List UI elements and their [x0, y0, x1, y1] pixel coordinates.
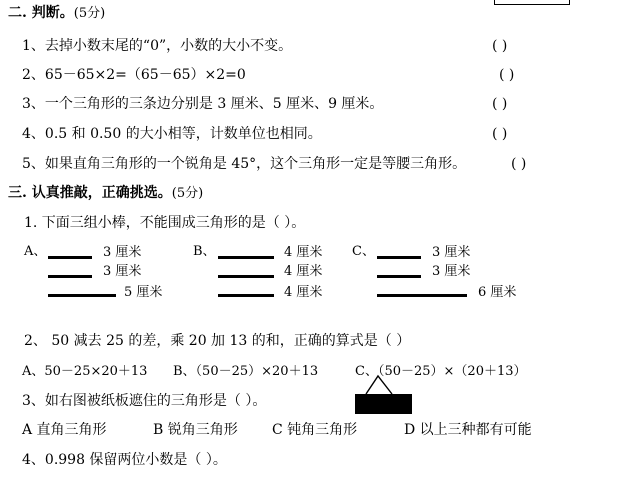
- cardboard-cover: [355, 394, 412, 414]
- group-b-stick-1-label: 4 厘米: [284, 245, 323, 260]
- group-c-stick-3: [377, 294, 467, 297]
- section-2-points: (5分): [73, 6, 106, 21]
- group-a-letter: A、: [24, 244, 47, 259]
- group-c-stick-1: [377, 256, 421, 259]
- choice-q2-option-c: C、（50－25）×（20＋13）: [355, 364, 527, 379]
- choice-q3-option-d: D 以上三种都有可能: [404, 422, 532, 438]
- triangle-top-vertex: [366, 376, 392, 394]
- section-3-heading: [8, 186, 203, 200]
- group-a-stick-1: [48, 256, 92, 259]
- judge-item-3: 3、一个三角形的三条边分别是 3 厘米、5 厘米、9 厘米。: [22, 96, 384, 112]
- judge-item-1: 1、去掉小数末尾的“0”，小数的大小不变。: [22, 38, 293, 54]
- cropped-header-box: [494, 0, 570, 5]
- group-b-stick-3: [218, 294, 274, 297]
- judge-item-2-blank: ( ): [499, 67, 515, 83]
- choice-q2: 2、 50 减去 25 的差，乘 20 加 13 的和，正确的算式是（ ）: [24, 333, 411, 349]
- group-b-stick-3-label: 4 厘米: [284, 285, 323, 300]
- group-b-stick-2-label: 4 厘米: [284, 264, 323, 279]
- choice-q4: 4、0.998 保留两位小数是（ ）。: [22, 452, 227, 468]
- group-c-stick-2: [377, 275, 421, 278]
- group-a-stick-3: [48, 294, 116, 297]
- judge-item-4-blank: ( ): [492, 126, 508, 142]
- group-c-stick-1-label: 3 厘米: [432, 245, 471, 260]
- judge-item-4: 4、0.5 和 0.50 的大小相等，计数单位也相同。: [22, 126, 322, 142]
- judge-item-5: 5、如果直角三角形的一个锐角是 45°，这个三角形一定是等腰三角形。: [22, 156, 467, 172]
- group-a-stick-2: [48, 275, 92, 278]
- choice-q2-option-a: A、50－25×20＋13: [22, 364, 148, 379]
- group-b-letter: B、: [193, 244, 216, 259]
- group-b-stick-2: [218, 275, 274, 278]
- section-3-title: 三. 认真推敲，正确挑选。: [8, 185, 172, 201]
- group-c-stick-3-label: 6 厘米: [478, 285, 517, 300]
- group-a-stick-3-label: 5 厘米: [124, 285, 163, 300]
- choice-q3-option-c: C 钝角三角形: [272, 422, 358, 438]
- section-3-points: (5分): [171, 186, 204, 201]
- choice-q3: 3、如右图被纸板遮住的三角形是（ ）。: [22, 393, 267, 409]
- judge-item-5-blank: ( ): [511, 156, 527, 172]
- group-c-letter: C、: [352, 244, 375, 259]
- group-c-stick-2-label: 3 厘米: [432, 264, 471, 279]
- choice-q3-option-b: B 锐角三角形: [153, 422, 238, 438]
- choice-q3-option-a: A 直角三角形: [22, 422, 107, 438]
- section-2-title: 二. 判断。: [8, 5, 74, 21]
- group-a-stick-2-label: 3 厘米: [103, 264, 142, 279]
- choice-q1: 1. 下面三组小棒，不能围成三角形的是（ ）。: [24, 215, 306, 231]
- choice-q2-option-b: B、（50－25）×20＋13: [173, 364, 319, 379]
- group-a-stick-1-label: 3 厘米: [103, 245, 142, 260]
- section-2-heading: [8, 6, 105, 20]
- judge-item-2: 2、65－65×2=（65－65）×2=0: [22, 67, 246, 83]
- judge-item-1-blank: ( ): [492, 38, 508, 54]
- group-b-stick-1: [218, 256, 274, 259]
- covered-triangle-figure: [352, 372, 416, 418]
- judge-item-3-blank: ( ): [492, 96, 508, 112]
